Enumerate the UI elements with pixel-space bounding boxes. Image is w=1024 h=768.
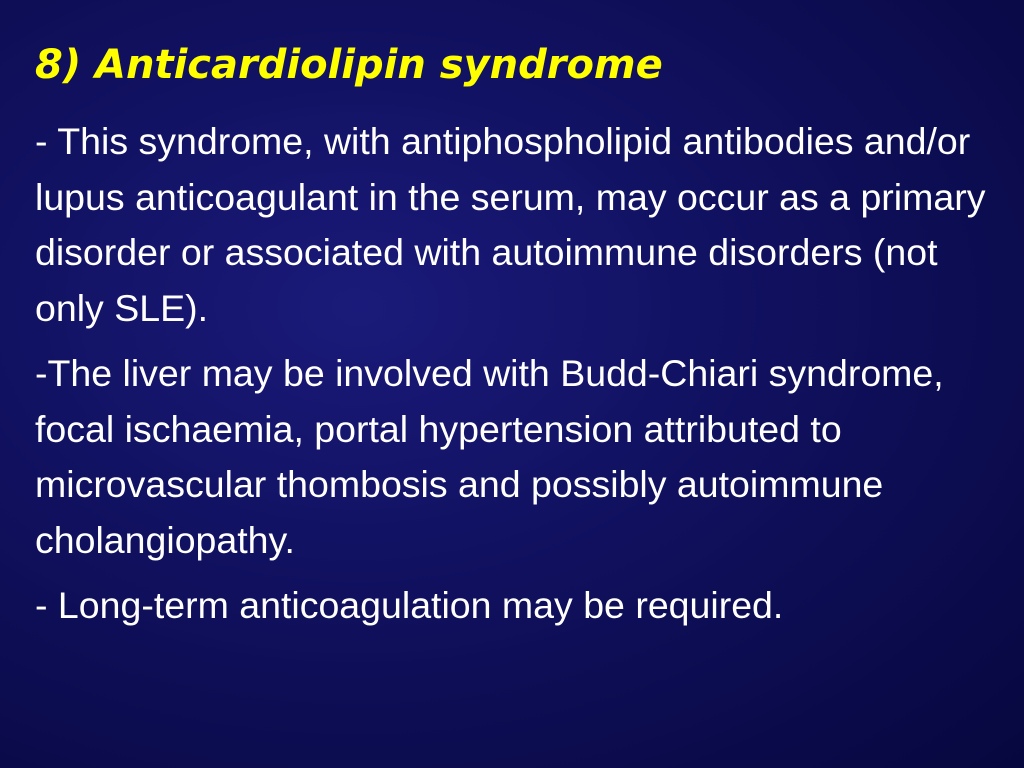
slide-body xyxy=(35,114,995,644)
slide-title: 8) Anticardiolipin syndrome xyxy=(35,42,663,88)
paragraph-anticoagulation: - Long-term anticoagulation may be required. xyxy=(35,584,784,626)
paragraph-antiphospholipid: - This syndrome, with antiphospholipid antibodies and/or lupus anticoagulant in the serum, may occur as a primary disorder or associated with autoimmune disorders (not only SLE). xyxy=(35,120,986,329)
paragraph-liver-involvement: -The liver may be involved with Budd-Chiari syndrome, focal ischaemia, portal hypertension attributed to microvascular thombosis and possibly autoimmune cholangiopathy. xyxy=(35,352,944,561)
